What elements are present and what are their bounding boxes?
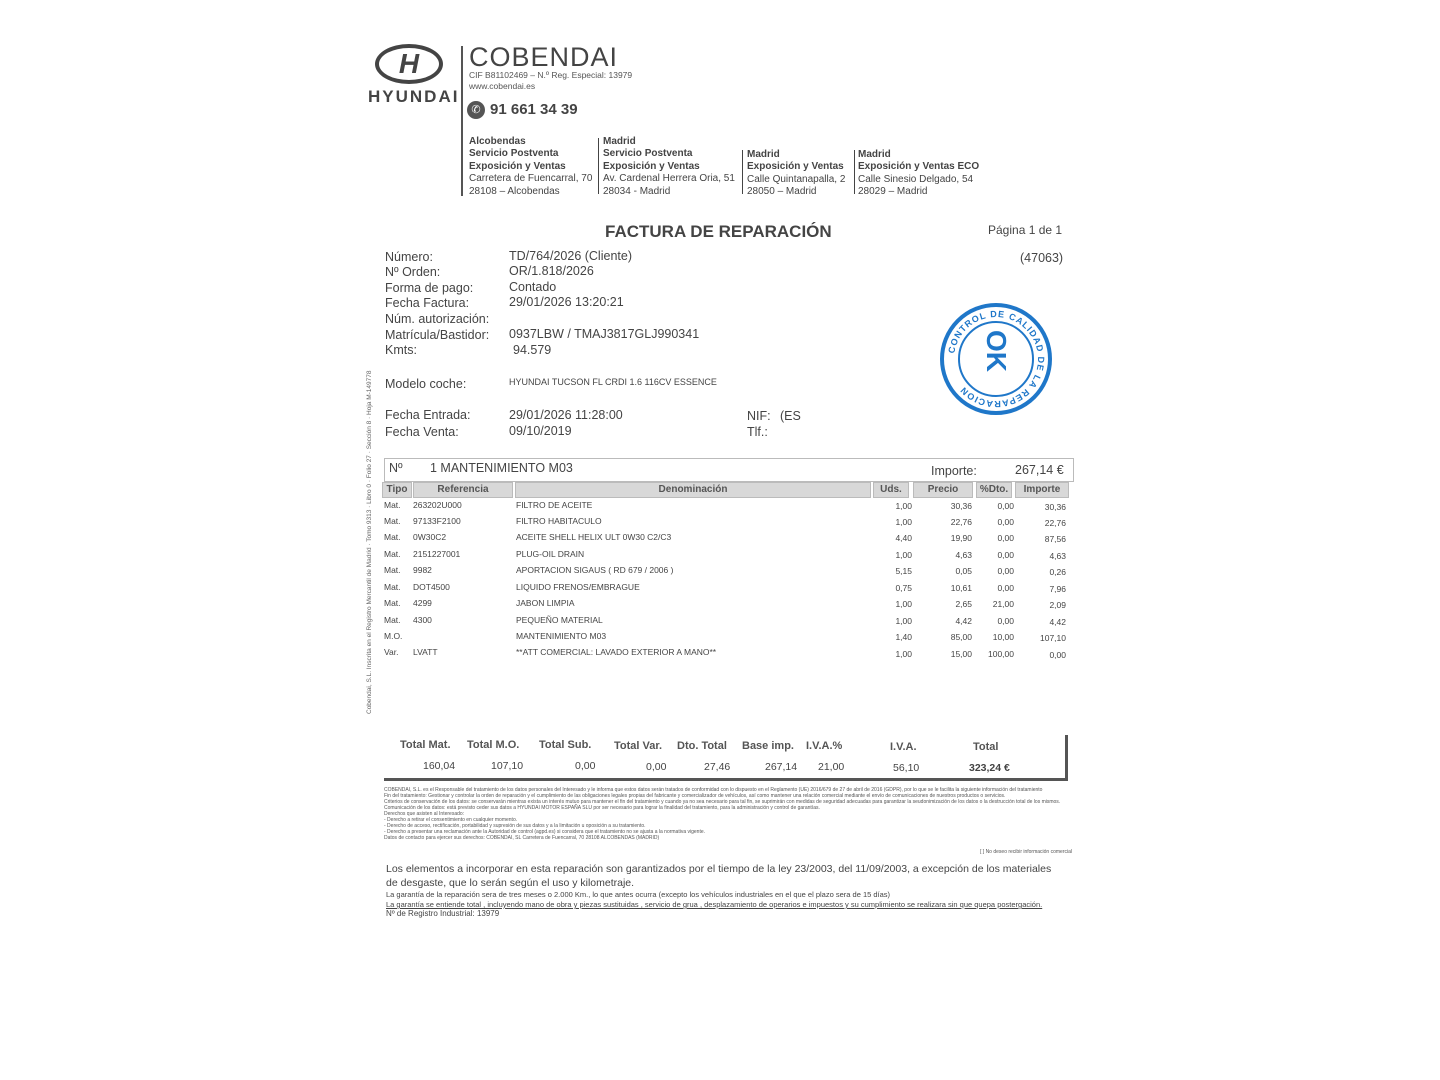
row-precio: 15,00 (950, 649, 972, 659)
branch-city: Madrid (603, 136, 636, 147)
total-value-mat: 160,04 (423, 760, 456, 772)
branch-separator (598, 138, 599, 194)
row-importe: 87,56 (1044, 534, 1066, 544)
row-uds: 0,75 (895, 583, 912, 593)
company-cif: CIF B81102469 – N.º Reg. Especial: 13979 (469, 70, 633, 80)
row-precio: 85,00 (950, 632, 972, 642)
fecha-entrada-label: Fecha Entrada: (385, 408, 471, 422)
branch-line: Servicio Postventa (469, 148, 559, 160)
legal-warranty-1b: de desgaste, que lo serán según el uso y kilometraje. (386, 877, 635, 889)
row-den: ACEITE SHELL HELIX ULT 0W30 C2/C3 (516, 532, 672, 542)
header-divider (461, 46, 463, 196)
branch-postcode: 28050 – Madrid (747, 186, 817, 198)
total-value-total: 323,24 € (969, 762, 1010, 774)
row-uds: 1,00 (895, 649, 912, 659)
row-precio: 0,05 (955, 566, 972, 576)
stamp-ok: OK (981, 330, 1012, 372)
row-den: PLUG-OIL DRAIN (516, 549, 585, 559)
col-header-denominacion: Denominación (515, 482, 871, 498)
row-tipo: Var. (384, 647, 399, 657)
row-tipo: Mat. (384, 598, 401, 608)
row-importe: 2,09 (1049, 600, 1066, 610)
row-importe: 22,76 (1044, 518, 1066, 528)
modelo-value: HYUNDAI TUCSON FL CRDI 1.6 116CV ESSENCE (509, 377, 717, 387)
row-precio: 4,63 (955, 550, 972, 560)
privacy-line: Derechos que asisten al Interesado: (384, 811, 465, 817)
row-precio: 19,90 (950, 533, 972, 543)
row-ref: 97133F2100 (413, 516, 461, 526)
page-number: Página 1 de 1 (988, 223, 1063, 237)
fecha-venta-label: Fecha Venta: (385, 425, 459, 439)
branch-line: Servicio Postventa (603, 148, 693, 160)
row-uds: 1,40 (895, 632, 912, 642)
branch-line: Exposición y Ventas (747, 161, 844, 173)
row-precio: 4,42 (955, 616, 972, 626)
company-web[interactable]: www.cobendai.es (469, 81, 536, 91)
total-header: Dto. Total (677, 740, 727, 752)
branch-address: Av. Cardenal Herrera Oria, 51 (603, 173, 735, 185)
company-phone[interactable]: 91 661 34 39 (490, 101, 578, 118)
col-header-importe: Importe (1015, 482, 1069, 498)
document-title: FACTURA DE REPARACIÓN (605, 222, 832, 241)
row-importe: 0,00 (1049, 650, 1066, 660)
modelo-label: Modelo coche: (385, 377, 467, 391)
branch-alcobendas (469, 136, 592, 198)
row-den: FILTRO DE ACEITE (516, 500, 593, 510)
row-dto: 0,00 (997, 583, 1014, 593)
registry-side-text: Cobendai, S.L. Inscrita en el Registro Mercantil de Madrid · Tomo 9313 · Libro 0 · Folio 27 · Sección 8 · Hoja M-149778 (366, 370, 373, 714)
privacy-line: - Derecho a presentar una reclamación ante la Autoridad de control (agpd.es) si considera que el tratamiento no se ajusta a la normativa vigente. (384, 829, 706, 835)
company-name: COBENDAI (469, 42, 619, 72)
total-value-base: 267,14 (765, 761, 798, 773)
row-precio: 30,36 (950, 501, 972, 511)
total-header: Total M.O. (467, 739, 520, 751)
field-label-matricula: Matrícula/Bastidor: (385, 328, 490, 342)
total-header: I.V.A. (890, 741, 917, 753)
privacy-line: - Derecho a retirar el consentimiento en cualquier momento. (384, 817, 518, 823)
field-label-numero: Número: (385, 250, 433, 264)
col-header-referencia: Referencia (413, 482, 513, 498)
row-tipo: Mat. (384, 582, 401, 592)
row-ref: 263202U000 (413, 500, 462, 510)
legal-warranty-3: La garantía se entiende total , incluyendo mano de obra y piezas sustituidas , servicio de grua , desplazamiento de operarios e impuestos y su cumplimiento se realizara sin que quepa postergación. (386, 900, 1043, 909)
branch-postcode: 28034 - Madrid (603, 185, 671, 197)
privacy-line: Fin del tratamiento: Gestionar y controlar la orden de reparación y el cumplimiento de las obligaciones legales propias del fabricante y comercializador de vehículos, así como mantener una relación comercial mediante el envío de comunicaciones de nuestros productos o servicios. (384, 793, 1006, 799)
line-importe-label: Importe: (931, 464, 977, 478)
row-ref: 9982 (413, 565, 432, 575)
row-tipo: Mat. (384, 500, 401, 510)
branch-separator (854, 150, 855, 194)
row-importe: 30,36 (1044, 502, 1066, 512)
quality-control-stamp (940, 303, 1052, 415)
row-uds: 1,00 (895, 517, 912, 527)
total-header: Total (973, 741, 999, 753)
branch-line: Exposición y Ventas ECO (858, 161, 980, 173)
col-header-tipo: Tipo (382, 482, 412, 498)
hyundai-wordmark: HYUNDAI (368, 87, 460, 106)
row-den: JABON LIMPIA (516, 598, 575, 608)
row-tipo: M.O. (384, 631, 403, 641)
row-precio: 10,61 (950, 583, 972, 593)
field-label-fecha-factura: Fecha Factura: (385, 296, 470, 310)
row-uds: 1,00 (895, 501, 912, 511)
branch-postcode: 28108 – Alcobendas (469, 185, 560, 197)
line-importe-value: 267,14 € (1015, 463, 1064, 477)
row-ref: 0W30C2 (413, 532, 447, 542)
legal-warranty-2: La garantía de la reparación sera de tres meses o 2.000 Km., lo que antes ocurra (excepto los vehículos industriales en el que el plazo sera de 15 días) (386, 890, 891, 899)
privacy-line: - Derecho de acceso, rectificación, portabilidad y supresión de sus datos y a la limitación u oposición a su tratamiento. (384, 823, 646, 829)
row-importe: 4,63 (1049, 551, 1066, 561)
field-label-orden: Nº Orden: (385, 265, 441, 279)
client-code: (47063) (1020, 251, 1064, 265)
total-header: Total Var. (614, 740, 663, 752)
fecha-venta-value: 09/10/2019 (509, 424, 572, 438)
field-value-fecha-factura: 29/01/2026 13:20:21 (509, 295, 624, 309)
total-header: I.V.A.% (806, 740, 843, 752)
row-ref: 2151227001 (413, 549, 461, 559)
row-den: FILTRO HABITACULO (516, 516, 602, 526)
row-den: PEQUEÑO MATERIAL (516, 615, 603, 625)
privacy-line: Datos de contacto para ejercer sus derechos: COBENDAI, SL Carretera de Fuencarral, 70 28108 ALCOBENDAS (MADRID) (384, 835, 660, 841)
svg-text:CONTROL DE CALIDAD DE LA REPAR: CONTROL DE CALIDAD DE LA REPARACION (946, 308, 1047, 410)
row-tipo: Mat. (384, 549, 401, 559)
row-tipo: Mat. (384, 565, 401, 575)
total-value-iva: 56,10 (893, 762, 920, 774)
row-importe: 107,10 (1040, 633, 1066, 643)
total-value-mo: 107,10 (491, 760, 524, 772)
row-uds: 1,00 (895, 550, 912, 560)
row-dto: 0,00 (997, 517, 1014, 527)
row-den: APORTACION SIGAUS ( RD 679 / 2006 ) (516, 565, 674, 575)
row-dto: 21,00 (992, 599, 1014, 609)
row-dto: 0,00 (997, 616, 1014, 626)
branch-madrid-3 (858, 149, 979, 199)
total-value-sub: 0,00 (575, 760, 596, 772)
tlf-label: Tlf.: (747, 425, 768, 439)
col-header-precio: Precio (913, 482, 973, 498)
row-dto: 100,00 (988, 649, 1014, 659)
row-tipo: Mat. (384, 615, 401, 625)
row-den: LIQUIDO FRENOS/EMBRAGUE (516, 582, 640, 592)
row-uds: 5,15 (895, 566, 912, 576)
privacy-notice (384, 787, 1072, 841)
row-ref: 4299 (413, 598, 432, 608)
total-value-iva-pct: 21,00 (818, 761, 845, 773)
privacy-line: Criterios de conservación de los datos: se conservarán mientras exista un interés mutuo para mantener el fin del tratamiento y cuando ya no sea necesario para tal fin, se suprimirán con medidas de seguridad adecuadas para garantizar la seudonimización de los datos o la destrucción total de los mismos. (384, 799, 1061, 805)
row-ref: DOT4500 (413, 582, 450, 592)
field-label-forma-pago: Forma de pago: (385, 281, 474, 295)
field-value-kmts: 94.579 (513, 343, 552, 357)
row-dto: 0,00 (997, 550, 1014, 560)
branch-city: Madrid (858, 149, 891, 160)
total-header: Base imp. (742, 740, 794, 752)
col-header-dto: %Dto. (976, 482, 1012, 498)
row-importe: 7,96 (1049, 584, 1066, 594)
row-tipo: Mat. (384, 532, 401, 542)
branch-line: Exposición y Ventas (469, 160, 566, 172)
total-header: Total Sub. (539, 739, 592, 751)
total-value-dto: 27,46 (704, 761, 731, 773)
nif-label: NIF: (747, 409, 771, 423)
field-label-autorizacion: Núm. autorización: (385, 312, 490, 326)
row-importe: 4,42 (1049, 617, 1066, 627)
field-value-orden: OR/1.818/2026 (509, 264, 594, 278)
branch-line: Exposición y Ventas (603, 160, 700, 172)
privacy-line: Comunicación de los datos: está previsto ceder sus datos a HYUNDAI MOTOR ESPAÑA SLU por ser necesario para lograr la finalidad del tratamiento, para la administración y control de garantías. (384, 805, 820, 811)
hyundai-logo (368, 44, 460, 107)
branch-madrid-2 (747, 149, 845, 199)
registro-industrial: Nº de Registro Industrial: 13979 (386, 909, 500, 918)
row-dto: 10,00 (992, 632, 1014, 642)
total-header: Total Mat. (400, 739, 451, 751)
row-uds: 1,00 (895, 616, 912, 626)
no-deseo-checkbox[interactable]: [ ] No deseo recibir información comercial (980, 849, 1072, 855)
line-number-label: Nº (389, 461, 403, 475)
col-header-uds: Uds. (873, 482, 909, 498)
fecha-entrada-value: 29/01/2026 11:28:00 (509, 408, 623, 422)
branch-separator (742, 150, 743, 194)
field-label-kmts: Kmts: (385, 343, 417, 357)
row-dto: 0,00 (997, 533, 1014, 543)
field-value-matricula: 0937LBW / TMAJ3817GLJ990341 (509, 327, 700, 341)
row-den: MANTENIMIENTO M03 (516, 631, 607, 641)
legal-warranty-1: Los elementos a incorporar en esta reparación son garantizados por el tiempo de la ley 23/2003, del 11/09/2003, a excepción de los materiales (386, 863, 1052, 875)
privacy-line: COBENDAI, S.L. es el Responsable del tratamiento de los datos personales del Interesado y le informa que estos datos serán tratados de conformidad con lo dispuesto en el Reglamento (UE) 2016/679 de 27 de abril de 2016 (GDPR), por lo que se le facilita la siguiente información del tratamiento (384, 787, 1043, 793)
row-uds: 1,00 (895, 599, 912, 609)
row-ref: 4300 (413, 615, 432, 625)
row-importe: 0,26 (1049, 567, 1066, 577)
row-ref: LVATT (413, 647, 438, 657)
hyundai-emblem-icon: H (375, 44, 443, 84)
branch-postcode: 28029 – Madrid (858, 186, 928, 198)
branch-address: Calle Sinesio Delgado, 54 (858, 173, 974, 185)
branch-madrid-1 (603, 136, 735, 198)
row-dto: 0,00 (997, 501, 1014, 511)
field-value-numero: TD/764/2026 (Cliente) (509, 249, 632, 263)
branch-city: Madrid (747, 149, 780, 160)
branch-address: Calle Quintanapalla, 2 (747, 173, 846, 185)
row-precio: 22,76 (950, 517, 972, 527)
row-tipo: Mat. (384, 516, 401, 526)
branch-city: Alcobendas (469, 136, 526, 147)
field-value-forma-pago: Contado (509, 280, 557, 294)
branch-address: Carretera de Fuencarral, 70 (469, 173, 593, 185)
total-value-var: 0,00 (646, 761, 667, 773)
line-title: 1 MANTENIMIENTO M03 (430, 461, 573, 475)
phone-icon: ✆ (467, 101, 485, 119)
row-precio: 2,65 (955, 599, 972, 609)
row-dto: 0,00 (997, 566, 1014, 576)
row-uds: 4,40 (895, 533, 912, 543)
nif-value: (ES (780, 409, 801, 423)
row-den: **ATT COMERCIAL: LAVADO EXTERIOR A MANO** (516, 647, 717, 657)
